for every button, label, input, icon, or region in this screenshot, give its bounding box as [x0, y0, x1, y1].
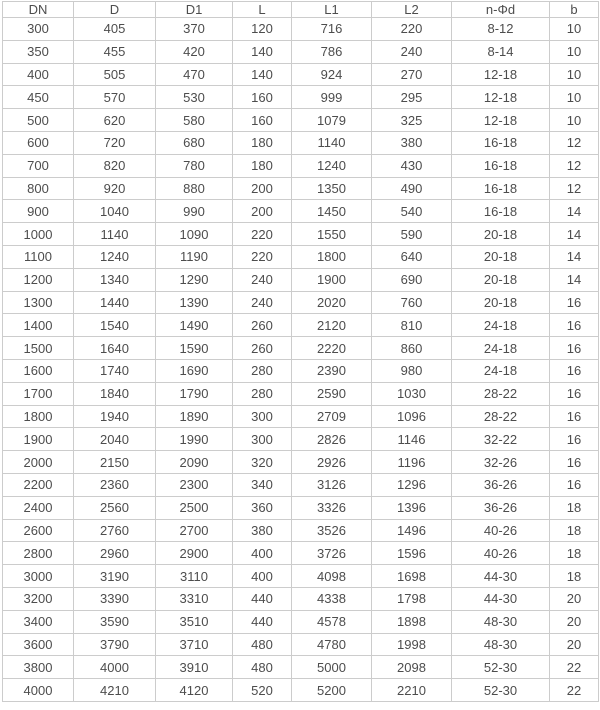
table-cell: 8-14	[452, 40, 550, 63]
table-cell: 48-30	[452, 633, 550, 656]
table-row	[3, 405, 599, 428]
table-cell: 3510	[156, 610, 233, 633]
table-cell: 16	[550, 405, 599, 428]
table-cell: 24-18	[452, 359, 550, 382]
table-cell: 1240	[292, 154, 372, 177]
table-cell: 16-18	[452, 154, 550, 177]
table-cell: 2220	[292, 337, 372, 360]
table-cell: 2826	[292, 428, 372, 451]
table-cell: 1440	[74, 291, 156, 314]
table-cell: 1090	[156, 223, 233, 246]
table-cell: 300	[3, 18, 74, 41]
table-cell: 440	[233, 610, 292, 633]
table-cell: 32-26	[452, 451, 550, 474]
column-header: L2	[372, 2, 452, 18]
table-cell: 4000	[3, 679, 74, 702]
table-cell: 2020	[292, 291, 372, 314]
table-cell: 780	[156, 154, 233, 177]
table-cell: 14	[550, 245, 599, 268]
table-cell: 3310	[156, 587, 233, 610]
table-cell: 10	[550, 40, 599, 63]
table-cell: 12	[550, 154, 599, 177]
table-row	[3, 268, 599, 291]
table-cell: 2210	[372, 679, 452, 702]
table-cell: 240	[233, 268, 292, 291]
table-cell: 4578	[292, 610, 372, 633]
table-cell: 2120	[292, 314, 372, 337]
table-row	[3, 565, 599, 588]
table-cell: 1196	[372, 451, 452, 474]
table-cell: 3910	[156, 656, 233, 679]
table-cell: 44-30	[452, 587, 550, 610]
table-cell: 260	[233, 337, 292, 360]
table-cell: 24-18	[452, 337, 550, 360]
table-cell: 440	[233, 587, 292, 610]
table-cell: 320	[233, 451, 292, 474]
table-row	[3, 633, 599, 656]
table-cell: 16	[550, 473, 599, 496]
table-cell: 4098	[292, 565, 372, 588]
table-cell: 28-22	[452, 382, 550, 405]
table-cell: 1840	[74, 382, 156, 405]
table-row	[3, 40, 599, 63]
table-cell: 2400	[3, 496, 74, 519]
table-cell: 14	[550, 268, 599, 291]
table-cell: 300	[233, 405, 292, 428]
table-cell: 405	[74, 18, 156, 41]
table-body	[3, 18, 599, 702]
table-cell: 14	[550, 200, 599, 223]
table-cell: 1296	[372, 473, 452, 496]
table-cell: 540	[372, 200, 452, 223]
table-cell: 16	[550, 428, 599, 451]
table-cell: 1590	[156, 337, 233, 360]
column-header: n-Φd	[452, 2, 550, 18]
table-cell: 1900	[292, 268, 372, 291]
table-cell: 280	[233, 359, 292, 382]
table-row	[3, 200, 599, 223]
table-cell: 380	[233, 519, 292, 542]
table-cell: 700	[3, 154, 74, 177]
table-cell: 1146	[372, 428, 452, 451]
table-cell: 1540	[74, 314, 156, 337]
table-cell: 505	[74, 63, 156, 86]
table-cell: 3710	[156, 633, 233, 656]
table-cell: 380	[372, 131, 452, 154]
table-cell: 14	[550, 223, 599, 246]
table-cell: 500	[3, 109, 74, 132]
table-cell: 680	[156, 131, 233, 154]
table-cell: 716	[292, 18, 372, 41]
table-cell: 52-30	[452, 656, 550, 679]
table-cell: 18	[550, 519, 599, 542]
table-cell: 2360	[74, 473, 156, 496]
table-cell: 180	[233, 131, 292, 154]
table-cell: 24-18	[452, 314, 550, 337]
table-cell: 1690	[156, 359, 233, 382]
table-cell: 20-18	[452, 268, 550, 291]
table-cell: 480	[233, 633, 292, 656]
table-cell: 12-18	[452, 63, 550, 86]
table-cell: 3110	[156, 565, 233, 588]
table-row	[3, 587, 599, 610]
table-cell: 1900	[3, 428, 74, 451]
column-header: L1	[292, 2, 372, 18]
table-cell: 2000	[3, 451, 74, 474]
table-row	[3, 451, 599, 474]
table-cell: 860	[372, 337, 452, 360]
table-header	[3, 2, 599, 18]
table-cell: 325	[372, 109, 452, 132]
header-row	[3, 2, 599, 18]
table-cell: 4000	[74, 656, 156, 679]
table-cell: 10	[550, 109, 599, 132]
table-cell: 360	[233, 496, 292, 519]
table-cell: 10	[550, 18, 599, 41]
table-cell: 1800	[3, 405, 74, 428]
table-cell: 16-18	[452, 200, 550, 223]
table-row	[3, 291, 599, 314]
table-cell: 3590	[74, 610, 156, 633]
table-cell: 720	[74, 131, 156, 154]
table-cell: 3600	[3, 633, 74, 656]
table-cell: 2760	[74, 519, 156, 542]
table-row	[3, 359, 599, 382]
table-cell: 2590	[292, 382, 372, 405]
table-cell: 2098	[372, 656, 452, 679]
table-cell: 3200	[3, 587, 74, 610]
table-cell: 1400	[3, 314, 74, 337]
table-cell: 1079	[292, 109, 372, 132]
table-cell: 12-18	[452, 86, 550, 109]
table-row	[3, 86, 599, 109]
table-cell: 1596	[372, 542, 452, 565]
table-cell: 4780	[292, 633, 372, 656]
table-cell: 1898	[372, 610, 452, 633]
table-cell: 270	[372, 63, 452, 86]
table-cell: 1998	[372, 633, 452, 656]
table-cell: 4210	[74, 679, 156, 702]
table-row	[3, 519, 599, 542]
table-cell: 1390	[156, 291, 233, 314]
table-row	[3, 109, 599, 132]
table-cell: 1940	[74, 405, 156, 428]
table-cell: 16-18	[452, 177, 550, 200]
table-cell: 3790	[74, 633, 156, 656]
table-cell: 36-26	[452, 473, 550, 496]
table-row	[3, 314, 599, 337]
table-cell: 120	[233, 18, 292, 41]
table-cell: 2700	[156, 519, 233, 542]
table-cell: 18	[550, 496, 599, 519]
table-row	[3, 63, 599, 86]
table-cell: 2900	[156, 542, 233, 565]
table-cell: 2960	[74, 542, 156, 565]
table-cell: 2090	[156, 451, 233, 474]
table-cell: 3400	[3, 610, 74, 633]
table-cell: 370	[156, 18, 233, 41]
column-header: b	[550, 2, 599, 18]
table-cell: 810	[372, 314, 452, 337]
table-cell: 3000	[3, 565, 74, 588]
table-cell: 1740	[74, 359, 156, 382]
table-cell: 1290	[156, 268, 233, 291]
table-cell: 400	[3, 63, 74, 86]
table-cell: 140	[233, 40, 292, 63]
table-cell: 1798	[372, 587, 452, 610]
table-cell: 32-22	[452, 428, 550, 451]
table-cell: 20	[550, 610, 599, 633]
table-cell: 1698	[372, 565, 452, 588]
table-row	[3, 223, 599, 246]
table-cell: 760	[372, 291, 452, 314]
table-cell: 600	[3, 131, 74, 154]
table-cell: 200	[233, 177, 292, 200]
table-cell: 16-18	[452, 131, 550, 154]
table-cell: 1396	[372, 496, 452, 519]
table-cell: 470	[156, 63, 233, 86]
table-cell: 420	[156, 40, 233, 63]
table-cell: 1990	[156, 428, 233, 451]
table-cell: 980	[372, 359, 452, 382]
table-cell: 1000	[3, 223, 74, 246]
table-cell: 450	[3, 86, 74, 109]
table-cell: 20	[550, 587, 599, 610]
table-cell: 3126	[292, 473, 372, 496]
table-cell: 200	[233, 200, 292, 223]
table-cell: 16	[550, 337, 599, 360]
table-cell: 340	[233, 473, 292, 496]
table-cell: 1790	[156, 382, 233, 405]
table-cell: 40-26	[452, 542, 550, 565]
table-cell: 1030	[372, 382, 452, 405]
table-cell: 220	[233, 223, 292, 246]
table-cell: 1240	[74, 245, 156, 268]
dimension-spec-table	[2, 1, 599, 702]
table-cell: 22	[550, 656, 599, 679]
table-cell: 1340	[74, 268, 156, 291]
table-cell: 1200	[3, 268, 74, 291]
table-cell: 3800	[3, 656, 74, 679]
table-cell: 180	[233, 154, 292, 177]
table-cell: 12	[550, 131, 599, 154]
table-cell: 1190	[156, 245, 233, 268]
table-cell: 1600	[3, 359, 74, 382]
table-cell: 3190	[74, 565, 156, 588]
table-row	[3, 610, 599, 633]
table-cell: 400	[233, 542, 292, 565]
table-cell: 880	[156, 177, 233, 200]
table-cell: 2040	[74, 428, 156, 451]
table-row	[3, 679, 599, 702]
table-cell: 12	[550, 177, 599, 200]
table-cell: 5200	[292, 679, 372, 702]
table-cell: 12-18	[452, 109, 550, 132]
table-cell: 530	[156, 86, 233, 109]
table-cell: 520	[233, 679, 292, 702]
table-cell: 820	[74, 154, 156, 177]
table-row	[3, 656, 599, 679]
table-row	[3, 131, 599, 154]
table-cell: 2600	[3, 519, 74, 542]
table-cell: 20-18	[452, 291, 550, 314]
table-cell: 800	[3, 177, 74, 200]
table-cell: 1800	[292, 245, 372, 268]
table-cell: 2200	[3, 473, 74, 496]
table-cell: 1100	[3, 245, 74, 268]
table-cell: 490	[372, 177, 452, 200]
table-cell: 1500	[3, 337, 74, 360]
table-cell: 220	[372, 18, 452, 41]
table-cell: 36-26	[452, 496, 550, 519]
column-header: D	[74, 2, 156, 18]
table-cell: 480	[233, 656, 292, 679]
table-cell: 786	[292, 40, 372, 63]
table-cell: 924	[292, 63, 372, 86]
table-cell: 350	[3, 40, 74, 63]
table-cell: 20-18	[452, 223, 550, 246]
table-cell: 16	[550, 314, 599, 337]
table-cell: 900	[3, 200, 74, 223]
table-cell: 300	[233, 428, 292, 451]
table-cell: 400	[233, 565, 292, 588]
table-cell: 48-30	[452, 610, 550, 633]
table-cell: 10	[550, 63, 599, 86]
table-row	[3, 382, 599, 405]
table-cell: 160	[233, 86, 292, 109]
table-cell: 240	[233, 291, 292, 314]
table-cell: 2709	[292, 405, 372, 428]
table-cell: 1640	[74, 337, 156, 360]
table-cell: 1140	[292, 131, 372, 154]
table-cell: 590	[372, 223, 452, 246]
table-cell: 260	[233, 314, 292, 337]
table-cell: 220	[233, 245, 292, 268]
table-cell: 999	[292, 86, 372, 109]
table-cell: 1550	[292, 223, 372, 246]
table-cell: 22	[550, 679, 599, 702]
table-row	[3, 337, 599, 360]
table-cell: 2300	[156, 473, 233, 496]
table-cell: 1700	[3, 382, 74, 405]
table-cell: 430	[372, 154, 452, 177]
table-cell: 1300	[3, 291, 74, 314]
table-cell: 18	[550, 565, 599, 588]
table-cell: 620	[74, 109, 156, 132]
table-cell: 1450	[292, 200, 372, 223]
table-cell: 2390	[292, 359, 372, 382]
column-header: L	[233, 2, 292, 18]
table-cell: 2150	[74, 451, 156, 474]
table-row	[3, 428, 599, 451]
table-cell: 570	[74, 86, 156, 109]
table-cell: 10	[550, 86, 599, 109]
table-cell: 140	[233, 63, 292, 86]
table-cell: 160	[233, 109, 292, 132]
table-row	[3, 542, 599, 565]
table-cell: 2500	[156, 496, 233, 519]
table-cell: 1496	[372, 519, 452, 542]
table-cell: 1350	[292, 177, 372, 200]
table-cell: 1140	[74, 223, 156, 246]
table-cell: 3390	[74, 587, 156, 610]
table-cell: 16	[550, 291, 599, 314]
table-cell: 44-30	[452, 565, 550, 588]
table-cell: 18	[550, 542, 599, 565]
table-row	[3, 154, 599, 177]
table-row	[3, 496, 599, 519]
table-cell: 990	[156, 200, 233, 223]
table-row	[3, 18, 599, 41]
table-row	[3, 473, 599, 496]
table-row	[3, 177, 599, 200]
table-cell: 2560	[74, 496, 156, 519]
table-cell: 3326	[292, 496, 372, 519]
table-cell: 28-22	[452, 405, 550, 428]
table-cell: 4120	[156, 679, 233, 702]
table-cell: 920	[74, 177, 156, 200]
table-cell: 1040	[74, 200, 156, 223]
table-cell: 1490	[156, 314, 233, 337]
table-cell: 5000	[292, 656, 372, 679]
table-cell: 580	[156, 109, 233, 132]
table-cell: 16	[550, 451, 599, 474]
table-cell: 4338	[292, 587, 372, 610]
table-cell: 240	[372, 40, 452, 63]
table-row	[3, 245, 599, 268]
table-cell: 280	[233, 382, 292, 405]
table-cell: 1890	[156, 405, 233, 428]
table-cell: 8-12	[452, 18, 550, 41]
table-cell: 20-18	[452, 245, 550, 268]
table-cell: 1096	[372, 405, 452, 428]
table-cell: 52-30	[452, 679, 550, 702]
table-cell: 3726	[292, 542, 372, 565]
table-cell: 40-26	[452, 519, 550, 542]
table-cell: 690	[372, 268, 452, 291]
table-cell: 2926	[292, 451, 372, 474]
column-header: DN	[3, 2, 74, 18]
table-cell: 20	[550, 633, 599, 656]
column-header: D1	[156, 2, 233, 18]
table-cell: 2800	[3, 542, 74, 565]
table-cell: 455	[74, 40, 156, 63]
table-cell: 640	[372, 245, 452, 268]
table-cell: 295	[372, 86, 452, 109]
table-cell: 3526	[292, 519, 372, 542]
table-cell: 16	[550, 359, 599, 382]
table-cell: 16	[550, 382, 599, 405]
